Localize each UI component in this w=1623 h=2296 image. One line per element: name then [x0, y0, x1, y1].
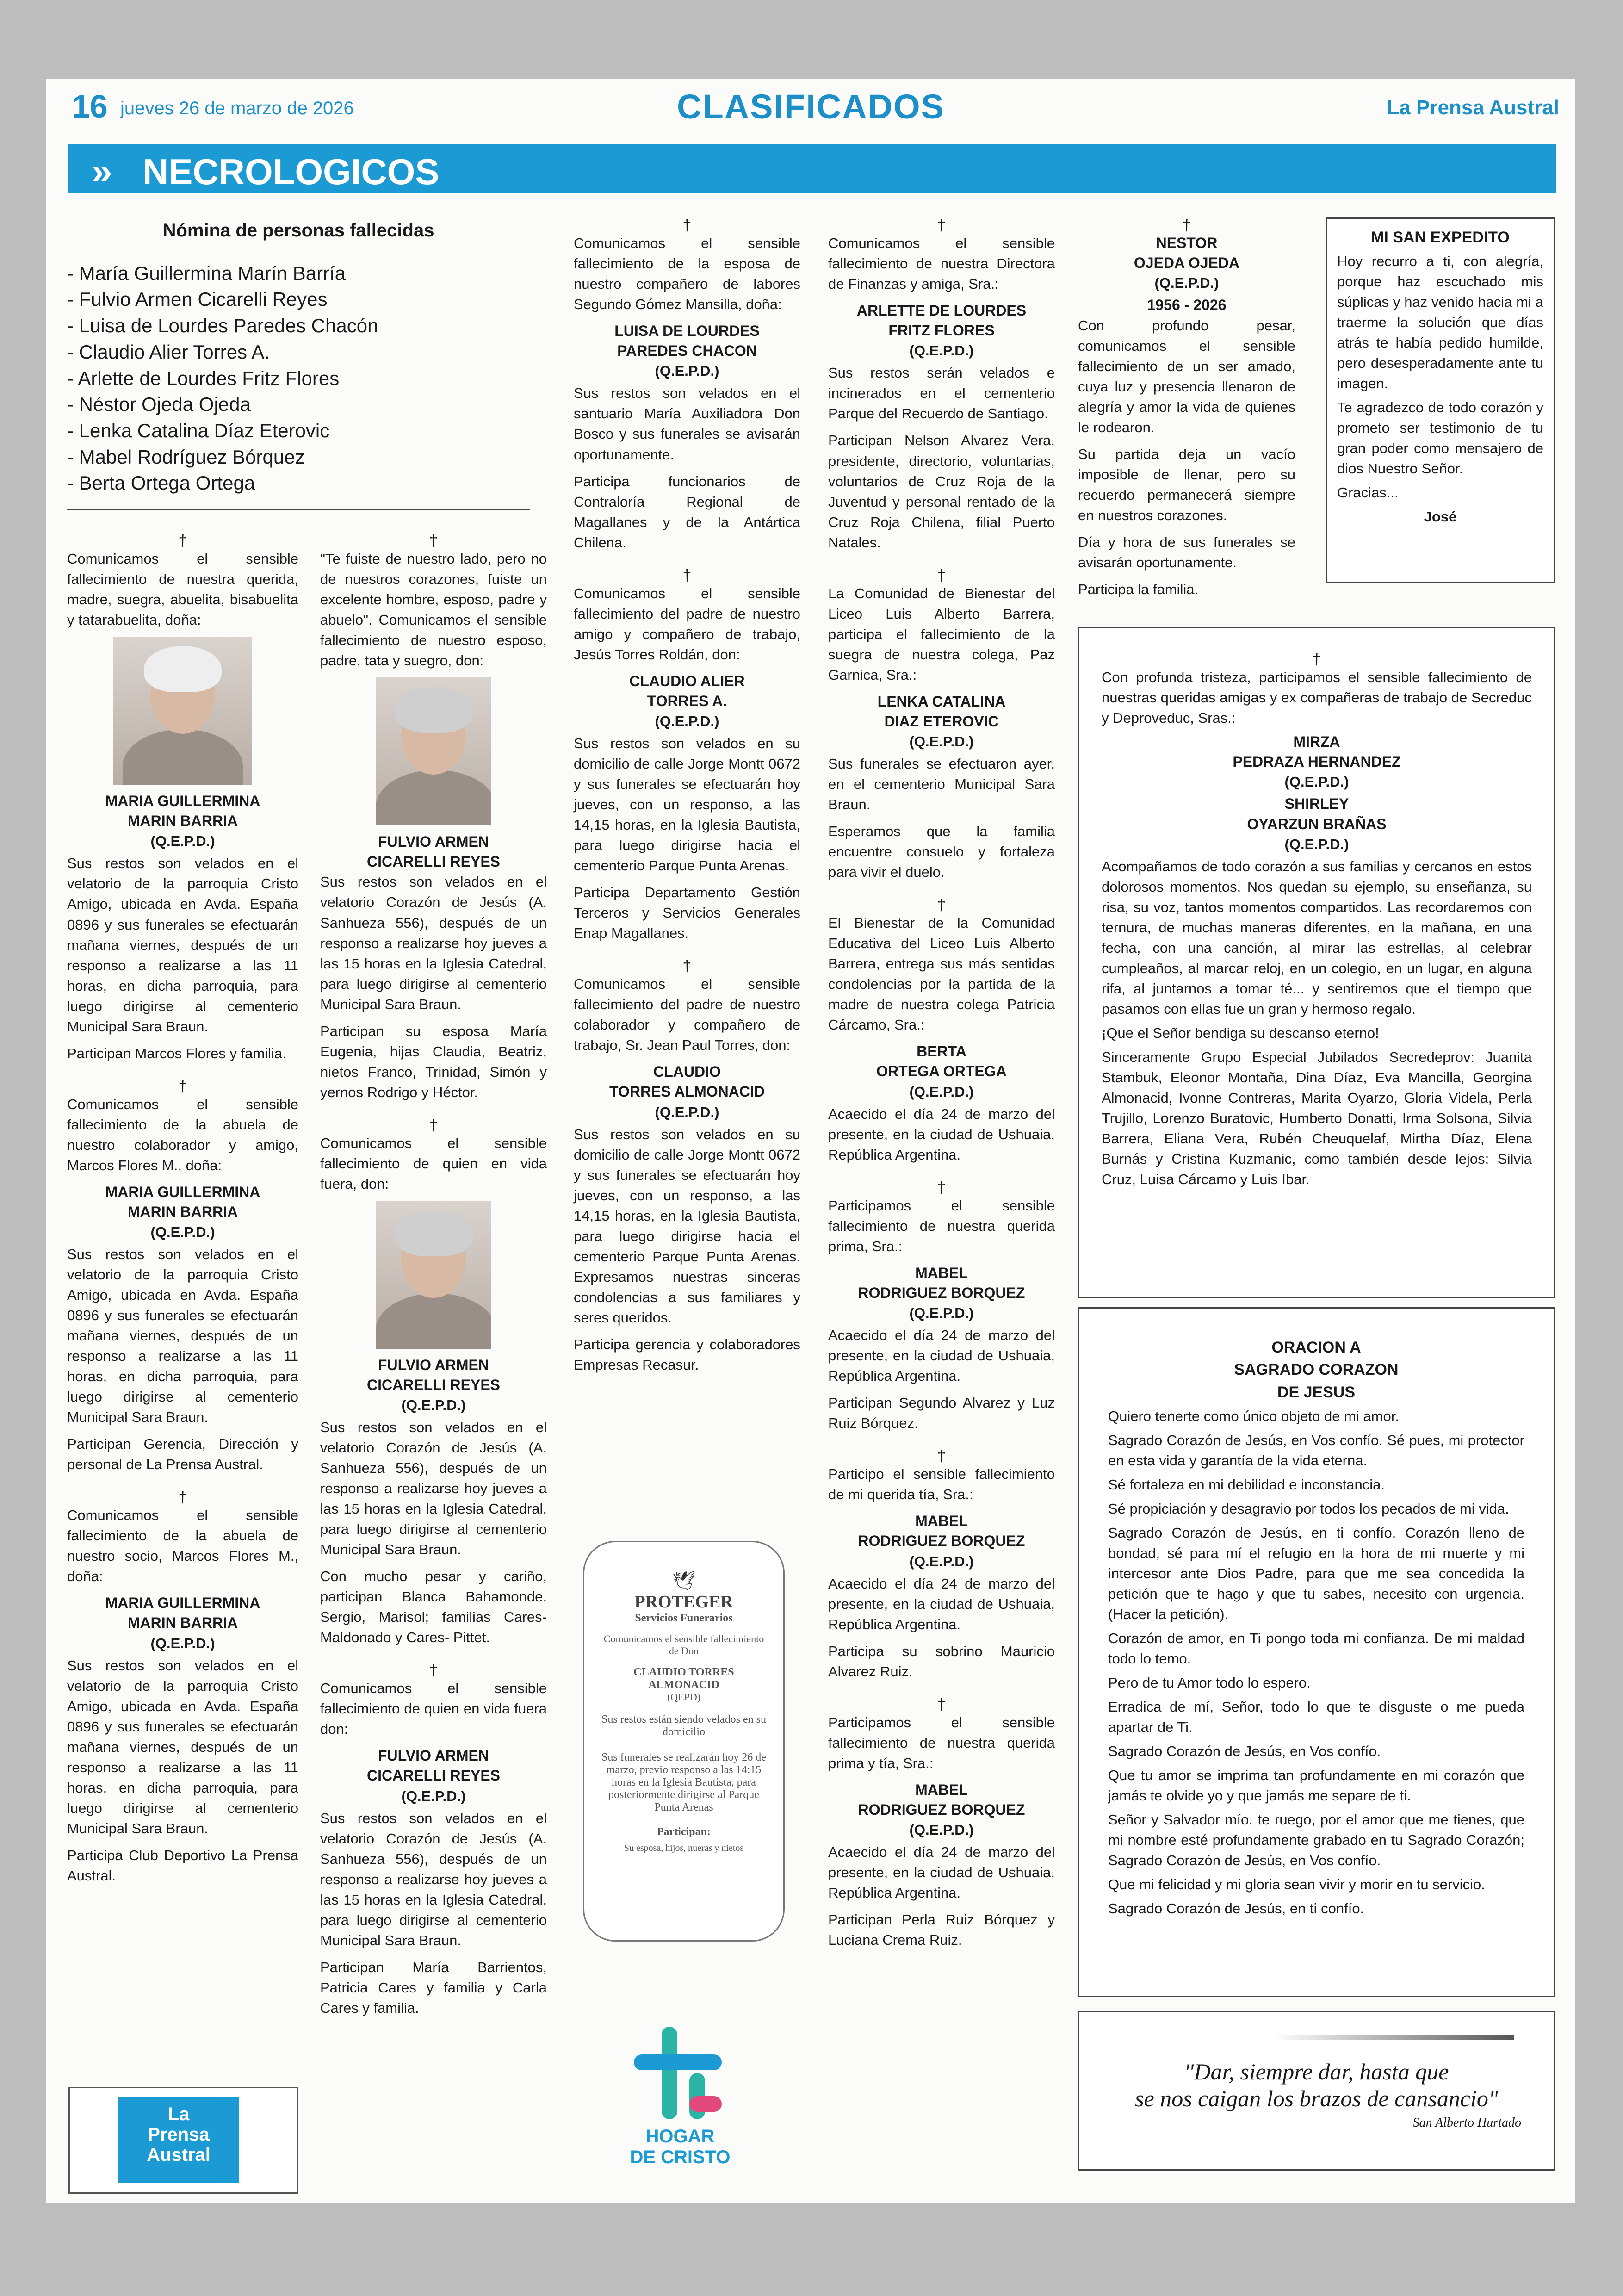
notice-intro: "Te fuiste de nuestro lado, pero no de nuestros corazones, fuiste un excelente hombre, esposo, padre y abuelo". Comunicamos el sensible fallecimiento de nuestro esposo, padre, tata y suegro, don:: [320, 551, 547, 669]
banner-title: NECROLOGICOS: [142, 151, 440, 192]
list-item: - Mabel Rodríguez Bórquez: [67, 444, 530, 471]
notice-body: Sus restos son velados en el velatorio de la parroquia Cristo Amigo, ubicada en Avda. España 0896 y sus funerales se efectuarán mañana viernes, después de un responso a realizarse a las 11 horas, en dicha parroquia, para luego dirigirse al cementerio Municipal Sara Braun.: [67, 1657, 298, 1837]
box-text: Gracias...: [1337, 484, 1399, 501]
hogar-line2: DE CRISTO: [630, 2147, 731, 2167]
notice-sign: Participa Departamento Gestión Terceros y Servicios Generales Enap Magallanes.: [574, 884, 800, 942]
qepd: (Q.E.P.D.): [401, 1397, 466, 1414]
ad-brand: PROTEGER: [634, 1592, 733, 1612]
notice-body: Sus restos son velados en su domicilio de calle Jorge Montt 0672 y sus funerales se efectuarán hoy jueves, con un responso, a las 14,15 horas, en la Iglesia Bautista, para luego dirigirse hacia el cementerio Parque Punta Arenas.: [574, 735, 800, 874]
section-title: CLASIFICADOS: [677, 87, 945, 126]
notice-intro: Comunicamos el sensible fallecimiento de la esposa de nuestro compañero de labores Segundo Gómez Mansilla, doña:: [574, 235, 800, 313]
notice-sign: Participa la familia.: [1078, 581, 1199, 597]
divider: [67, 509, 530, 510]
notice-sign: Participa su sobrino Mauricio Alvarez Ruiz.: [828, 1643, 1055, 1680]
prayer-line: Pero de tu Amor todo lo espero.: [1108, 1674, 1311, 1691]
prayer-line: Sagrado Corazón de Jesús, en ti confío. Corazón lleno de bondad, sé para mí el refugio en la hora de mi muerte y mi intercesor ante Dios Padre, para que me sea concedida la petición que te hago y que tu sabes, necesito con urgencia. (Hacer la petición).: [1108, 1524, 1524, 1622]
qepd: (Q.E.P.D.): [909, 1822, 974, 1838]
deceased-name: FULVIO ARMEN: [378, 1747, 489, 1764]
cross-icon: †: [682, 217, 692, 234]
deceased-surname: RODRIGUEZ BORQUEZ: [858, 1284, 1025, 1301]
list-item: - Berta Ortega Ortega: [67, 470, 530, 496]
page-header: [46, 79, 1575, 130]
deceased-name: MARIA GUILLERMINA: [105, 793, 260, 810]
deceased-surname: TORRES A.: [647, 692, 727, 709]
quote-author: San Alberto Hurtado: [1412, 2116, 1521, 2130]
prayer-line: Que mi felicidad y mi gloria sean vivir y morir en tu servicio.: [1108, 1876, 1485, 1893]
notice-body: Acaecido el día 24 de marzo del presente, en la ciudad de Ushuaia, República Argentina.: [828, 1105, 1055, 1163]
deceased-photo: [376, 677, 491, 825]
logo-text: Prensa: [148, 2124, 210, 2145]
deceased-surname: CICARELLI REYES: [366, 1376, 501, 1393]
qepd: (Q.E.P.D.): [1284, 774, 1349, 790]
notice-body: Con profundo pesar, comunicamos el sensible fallecimiento de un ser amado, cuya luz y presencia llenaron de alegría y amor la vida de quienes le rodearon.: [1078, 317, 1295, 435]
ad-text: Su esposa, hijos, nueras y nietos: [624, 1843, 744, 1853]
logo-text: La: [167, 2104, 190, 2124]
proteger-ad: [583, 1541, 785, 1942]
qepd: (Q.E.P.D.): [909, 1083, 974, 1100]
notice-sign: Participan Segundo Alvarez y Luz Ruiz Bórquez.: [828, 1395, 1055, 1432]
notice-sign: Participan María Barrientos, Patricia Cares y familia y Carla Cares y familia.: [320, 1959, 547, 2016]
deceased-surname: MARIN BARRIA: [127, 813, 238, 830]
notice-body: Sus restos son velados en el velatorio Corazón de Jesús (A. Sanhueza 556), después de un responso a realizarse hoy jueves a las 15 horas en la Iglesia Catedral, para luego dirigirse al cementerio Municipal Sara Braun.: [320, 1810, 547, 1948]
cross-icon: †: [429, 1116, 438, 1134]
prayer-title: ORACION A: [1271, 1339, 1361, 1356]
deceased-surname: PEDRAZA HERNANDEZ: [1233, 753, 1401, 770]
prayer-line: Sagrado Corazón de Jesús, en ti confío.: [1108, 1900, 1364, 1917]
cross-icon: †: [429, 1662, 438, 1680]
hogar-line1: HOGAR: [645, 2126, 715, 2147]
box-sign: José: [1424, 509, 1457, 525]
prayer-line: Señor y Salvador mío, te ruego, por el amor que me tienes, que mi nombre esté profundamente grabado en tu Sagrado Corazón; Sagrado Corazón de Jesús, en Vos confío.: [1108, 1812, 1524, 1869]
notice-intro: Con profunda tristeza, participamos el sensible fallecimiento de nuestras queridas amigas y ex compañeras de trabajo de Secreduc y Deproveduc, Sras.:: [1102, 669, 1532, 726]
ad-subtitle: Servicios Funerarios: [635, 1612, 733, 1624]
cross-icon: †: [937, 1179, 946, 1197]
notice-intro: Comunicamos el sensible fallecimiento de quien en vida fuera, don:: [320, 1135, 547, 1192]
deceased-photo: [376, 1201, 491, 1349]
notice-sign: Participan Perla Ruiz Bórquez y Luciana Crema Ruiz.: [828, 1911, 1055, 1948]
qepd: (Q.E.P.D.): [909, 1305, 974, 1322]
page-number: 16: [72, 88, 108, 124]
deceased-name: SHIRLEY: [1284, 795, 1349, 813]
deceased-name: MABEL: [915, 1513, 968, 1530]
quote-line: se nos caigan los brazos de cansancio": [1135, 2085, 1498, 2111]
section-banner: [68, 144, 1556, 193]
cross-icon: †: [178, 1489, 187, 1507]
qepd: (Q.E.P.D.): [655, 363, 719, 379]
qepd: (Q.E.P.D.): [909, 1553, 974, 1570]
notice-body: Acaecido el día 24 de marzo del presente, en la ciudad de Ushuaia, República Argentina.: [828, 1327, 1055, 1384]
notice-body: Día y hora de sus funerales se avisarán oportunamente.: [1078, 534, 1295, 571]
column-5: [1078, 217, 1295, 606]
notice-body: Sus restos serán velados e incinerados en el cementerio Parque del Recuerdo de Santiago.: [828, 365, 1055, 422]
prayer-line: Erradica de mí, Señor, todo lo que te disguste o me pueda apartar de Ti.: [1108, 1699, 1524, 1736]
prayer-title: SAGRADO CORAZON: [1234, 1361, 1399, 1379]
nomina-list: [67, 261, 530, 496]
hogar-de-cristo-icon: [634, 2027, 726, 2124]
deceased-name: MABEL: [915, 1781, 968, 1798]
deceased-surname: MARIN BARRIA: [127, 1614, 238, 1632]
notice-sign: Participan Gerencia, Dirección y personal de La Prensa Austral.: [67, 1436, 298, 1473]
ad-text: Participan:: [657, 1826, 711, 1838]
notice-intro: Participamos el sensible fallecimiento de nuestra querida prima y tía, Sra.:: [828, 1714, 1055, 1771]
notice-sign: Con mucho pesar y cariño, participan Blanca Bahamonde, Sergio, Marisol; familias Cares- Maldonado y Cares- Pittet.: [320, 1568, 547, 1646]
notice-sign: Participa Club Deportivo La Prensa Austral.: [67, 1847, 298, 1884]
qepd: (Q.E.P.D.): [655, 1104, 719, 1120]
brand-name: La Prensa Austral: [1387, 96, 1559, 119]
notice-body: Sus restos son velados en el velatorio Corazón de Jesús (A. Sanhueza 556), después de un responso a realizarse hoy jueves a las 15 horas en la Iglesia Catedral, para luego dirigirse al cementerio Municipal Sara Braun.: [320, 874, 547, 1012]
qepd: (Q.E.P.D.): [909, 733, 974, 750]
deceased-name: MARIA GUILLERMINA: [105, 1183, 260, 1200]
notice-body: Sus restos son velados en el velatorio de la parroquia Cristo Amigo, ubicada en Avda. España 0896 y sus funerales se efectuarán mañana viernes, después de un responso a realizarse a las 11 horas, en dicha parroquia, para luego dirigirse al cementerio Municipal Sara Braun.: [67, 1246, 298, 1426]
notice-sign: Sinceramente Grupo Especial Jubilados Secredeprov: Juanita Stambuk, Eleonor Montaña, Dina Díaz, Eva Mancilla, Georgina Almonacid, Ivonne Contreras, Marita Oyarzo, Gloria Videla, Perla Trujillo, Lorenzo Buratovic, Humberto Donatti, Irma Solsona, Silvia Barrera, Eliana Vera, Rubén Cheuquelaf, Mirtha Díaz, Elena Burnás y Cristina Kuzmanic, como también desde lejos: Silvia Cruz, Luisa Cárcamo y Luis Ibar.: [1102, 1049, 1532, 1188]
deceased-surname: OJEDA OJEDA: [1134, 254, 1240, 272]
notice-body: Sus funerales se efectuaron ayer, en el cementerio Municipal Sara Braun.: [828, 756, 1055, 813]
deceased-name: NESTOR: [1156, 235, 1218, 251]
cross-icon: †: [1182, 217, 1191, 234]
notice-intro: Comunicamos el sensible fallecimiento de quien en vida fuera don:: [320, 1680, 547, 1738]
column-4: [828, 217, 1055, 1957]
brush-stroke: [1274, 2035, 1514, 2040]
deceased-name: CLAUDIO: [653, 1063, 721, 1080]
list-item: - Fulvio Armen Cicarelli Reyes: [67, 286, 530, 313]
notice-body: Acaecido el día 24 de marzo del presente, en la ciudad de Ushuaia, República Argentina.: [828, 1844, 1055, 1901]
cross-icon: †: [1312, 651, 1321, 668]
cross-icon: †: [937, 1447, 946, 1465]
notice-body: Sus restos son velados en el santuario María Auxiliadora Don Bosco y sus funerales se avisarán oportunamente.: [574, 385, 800, 463]
deceased-photo: [113, 637, 252, 785]
deceased-surname: OYARZUN BRAÑAS: [1247, 815, 1387, 832]
quote-box: [1078, 2011, 1555, 2171]
deceased-name: ARLETTE DE LOURDES: [856, 302, 1027, 319]
prayer-title: DE JESUS: [1277, 1383, 1356, 1401]
deceased-surname: RODRIGUEZ BORQUEZ: [858, 1533, 1025, 1550]
notice-body: Acaecido el día 24 de marzo del presente, en la ciudad de Ushuaia, República Argentina.: [828, 1575, 1055, 1632]
cross-icon: †: [682, 566, 692, 584]
notice-body: ¡Que el Señor bendiga su descanso eterno!: [1102, 1024, 1379, 1041]
nomina-title: Nómina de personas fallecidas: [162, 220, 434, 241]
qepd: (Q.E.P.D.): [1284, 836, 1349, 852]
ad-text: Comunicamos el sensible fallecimiento de Don: [603, 1633, 764, 1657]
notice-sign: Participan Marcos Flores y familia.: [67, 1045, 286, 1061]
deceased-name: MABEL: [915, 1264, 968, 1281]
qepd: (Q.E.P.D.): [150, 833, 215, 850]
la-prensa-austral-logo: [118, 2097, 239, 2183]
cross-icon: †: [937, 1695, 946, 1713]
prayer-line: Corazón de amor, en Ti pongo toda mi confianza. De mi maldad todo lo temo.: [1108, 1630, 1524, 1667]
notice-sign: Participan Nelson Alvarez Vera, presidente, directorio, voluntarias, voluntarios de Cruz Roja de la Juventud y personal rentado de la Cruz Roja Chilena, filial Puerto Natales.: [828, 432, 1055, 551]
notice-body: Sus restos son velados en su domicilio de calle Jorge Montt 0672 y sus funerales se efectuarán hoy jueves, con un responso, a las 14,15 horas, en la Iglesia Bautista, para luego dirigirse hacia el cementerio Parque Punta Arenas. Expresamos nuestras sinceras condolencias a sus familiares y seres queridos.: [574, 1126, 800, 1326]
newspaper-page: [46, 79, 1575, 2203]
notice-intro: El Bienestar de la Comunidad Educativa del Liceo Luis Alberto Barrera, entrega sus más sentidas condolencias por la partida de la madre de nuestra colega Patricia Cárcamo, Sra.:: [828, 915, 1055, 1033]
notice-sign: Esperamos que la familia encuentre consuelo y fortaleza para vivir el duelo.: [828, 823, 1055, 881]
cross-icon: †: [178, 1077, 187, 1095]
ad-qepd: (QEPD): [667, 1691, 701, 1703]
deceased-name: LUISA DE LOURDES: [614, 323, 760, 340]
column-1: [67, 518, 298, 1893]
logo-text: Austral: [147, 2145, 211, 2165]
ad-text: Sus restos están siendo velados en su domicilio: [601, 1713, 766, 1738]
list-item: - Lenka Catalina Díaz Eterovic: [67, 418, 530, 444]
qepd: (Q.E.P.D.): [150, 1224, 215, 1241]
oracion-box: [1078, 1307, 1555, 1997]
notice-intro: Participamos el sensible fallecimiento de nuestra querida prima, Sra.:: [828, 1197, 1055, 1254]
deceased-surname: CICARELLI REYES: [366, 1767, 501, 1784]
prayer-line: Sagrado Corazón de Jesús, en Vos confío.: [1108, 1743, 1381, 1760]
prayer-line: Sagrado Corazón de Jesús, en Vos confío. Sé pues, mi protector en esta vida y garantía de la vida eterna.: [1108, 1432, 1524, 1469]
deceased-surname: CICARELLI REYES: [366, 853, 501, 870]
deceased-years: 1956 - 2026: [1147, 297, 1227, 314]
notice-intro: Comunicamos el sensible fallecimiento de la abuela de nuestro socio, Marcos Flores M., doña:: [67, 1507, 298, 1585]
ad-text: Sus funerales se realizarán hoy 26 de marzo, previo responso a las 14:15 horas en la Iglesia Bautista, para posteriormente dirigirse al Parque Punta Arenas: [601, 1751, 766, 1813]
qepd: (Q.E.P.D.): [655, 713, 719, 730]
deceased-surname: ORTEGA ORTEGA: [876, 1063, 1007, 1080]
cross-icon: †: [682, 957, 692, 975]
quote-line: "Dar, siempre dar, hasta que: [1184, 2059, 1449, 2085]
deceased-name: BERTA: [917, 1043, 966, 1060]
deceased-name: FULVIO ARMEN: [378, 1356, 489, 1373]
deceased-surname: FRITZ FLORES: [888, 322, 995, 339]
page-date: jueves 26 de marzo de 2026: [120, 98, 354, 118]
qepd: (Q.E.P.D.): [909, 342, 974, 359]
deceased-name: LENKA CATALINA: [877, 693, 1006, 710]
box-text: Te agradezco de todo corazón y prometo ser testimonio de tu gran poder como mensajero de dios Nuestro Señor.: [1337, 399, 1543, 477]
mirza-shirley-box: [1078, 627, 1555, 1298]
deceased-surname: MARIN BARRIA: [127, 1203, 238, 1220]
chevron-right-icon: »: [92, 150, 112, 192]
notice-intro: Comunicamos el sensible fallecimiento del padre de nuestro colaborador y compañero de trabajo, Sr. Jean Paul Torres, don:: [574, 976, 800, 1054]
deceased-name: FULVIO ARMEN: [378, 833, 489, 850]
column-3: [574, 217, 800, 1382]
prayer-line: Que tu amor se imprima tan profundamente en mi corazón que jamás te olvide yo y que jamás me separe de ti.: [1108, 1767, 1524, 1804]
deceased-surname: TORRES ALMONACID: [609, 1083, 765, 1100]
list-item: - Néstor Ojeda Ojeda: [67, 391, 530, 418]
box-text: Hoy recurro a ti, con alegría, porque haz escuchado mis súplicas y haz venido hacia mi a traerme la solución que días atrás te había pedido humilde, pero desesperadamente ante tu imagen.: [1337, 253, 1543, 392]
deceased-surname: RODRIGUEZ BORQUEZ: [858, 1801, 1025, 1818]
qepd: (Q.E.P.D.): [1154, 275, 1219, 292]
qepd: (Q.E.P.D.): [401, 1787, 466, 1804]
notice-sign: Participa funcionarios de Contraloría Regional de Magallanes y de la Antártica Chilena.: [574, 473, 800, 551]
notice-intro: Participo el sensible fallecimiento de mi querida tía, Sra.:: [828, 1466, 1055, 1503]
cross-icon: †: [937, 896, 946, 914]
list-item: - Arlette de Lourdes Fritz Flores: [67, 366, 530, 392]
notice-body: Su partida deja un vacío imposible de llenar, pero su recuerdo permanecerá siempre en nuestros corazones.: [1078, 446, 1295, 523]
san-expedito-box: [1326, 217, 1555, 583]
list-item: - Claudio Alier Torres A.: [67, 339, 530, 366]
cross-icon: †: [937, 566, 946, 584]
column-2: [320, 518, 547, 2025]
notice-intro: Comunicamos el sensible fallecimiento de nuestra querida, madre, suegra, abuelita, bisabuelita y tatarabuelita, doña:: [67, 551, 298, 628]
notice-body: Acompañamos de todo corazón a sus familias y cercanos en estos dolorosos momentos. Nos quedan su ejemplo, su enseñanza, su risa, su voz, tantos momentos compartidos. Las recordaremos con ternura, de muchas maneras diferentes, en la mañana, en una fecha, con una canción, al mirar las estrellas, al celebrar cumpleaños, al marcar reloj, en un colegio, en un lugar, en alguna rifa, al juntarnos a tomar té... y sentiremos que el tiempo que pasamos con ellas fue un gran y hermoso regalo.: [1102, 858, 1532, 1017]
qepd: (Q.E.P.D.): [150, 1635, 215, 1651]
deceased-surname: DIAZ ETEROVIC: [884, 713, 999, 730]
notice-body: Sus restos son velados en el velatorio Corazón de Jesús (A. Sanhueza 556), después de un responso a realizarse hoy jueves a las 15 horas en la Iglesia Catedral, para luego dirigirse al cementerio Municipal Sara Braun.: [320, 1419, 547, 1558]
notice-intro: Comunicamos el sensible fallecimiento de la abuela de nuestro colaborador y amigo, Marcos Flores M., doña:: [67, 1096, 298, 1173]
deceased-surname: PAREDES CHACON: [617, 342, 757, 360]
prayer-line: Sé propiciación y desagravio por todos los pecados de mi vida.: [1108, 1500, 1509, 1517]
prayer-line: Sé fortaleza en mi debilidad e inconstancia.: [1108, 1476, 1385, 1493]
lpa-logo-box: [68, 2087, 298, 2194]
notice-intro: La Comunidad de Bienestar del Liceo Luis Alberto Barrera, participa el fallecimiento de la suegra de nuestra colega, Paz Garnica, Sra.:: [828, 585, 1055, 683]
nomina-block: [67, 213, 530, 510]
cross-icon: †: [178, 532, 187, 550]
notice-body: Sus restos son velados en el velatorio de la parroquia Cristo Amigo, ubicada en Avda. España 0896 y sus funerales se efectuarán mañana viernes, después de un responso a realizarse a las 11 horas, en dicha parroquia, para luego dirigirse al cementerio Municipal Sara Braun.: [67, 855, 298, 1035]
notice-intro: Comunicamos el sensible fallecimiento de nuestra Directora de Finanzas y amiga, Sra.:: [828, 235, 1055, 292]
cross-icon: †: [937, 217, 946, 234]
notice-sign: Participa gerencia y colaboradores Empresas Recasur.: [574, 1336, 800, 1373]
ad-name: CLAUDIO TORRES ALMONACID: [633, 1666, 734, 1691]
prayer-line: Quiero tenerte como único objeto de mi amor.: [1108, 1408, 1399, 1424]
deceased-name: MIRZA: [1293, 733, 1340, 751]
dove-icon: 🕊: [672, 1570, 696, 1591]
hogar-de-cristo-logo: [620, 2027, 740, 2168]
list-item: - Luisa de Lourdes Paredes Chacón: [67, 313, 530, 339]
deceased-name: MARIA GUILLERMINA: [105, 1595, 260, 1612]
notice-sign: Participan su esposa María Eugenia, hijas Claudia, Beatriz, nietos Franco, Trinidad, Simón y yernos Rodrigo y Héctor.: [320, 1023, 547, 1100]
list-item: - María Guillermina Marín Barría: [67, 261, 530, 287]
box-title: MI SAN EXPEDITO: [1371, 229, 1510, 246]
notice-intro: Comunicamos el sensible fallecimiento del padre de nuestro amigo y compañero de trabajo, Jesús Torres Roldán, don:: [574, 585, 800, 663]
cross-icon: †: [429, 532, 438, 550]
deceased-name: CLAUDIO ALIER: [629, 672, 745, 689]
